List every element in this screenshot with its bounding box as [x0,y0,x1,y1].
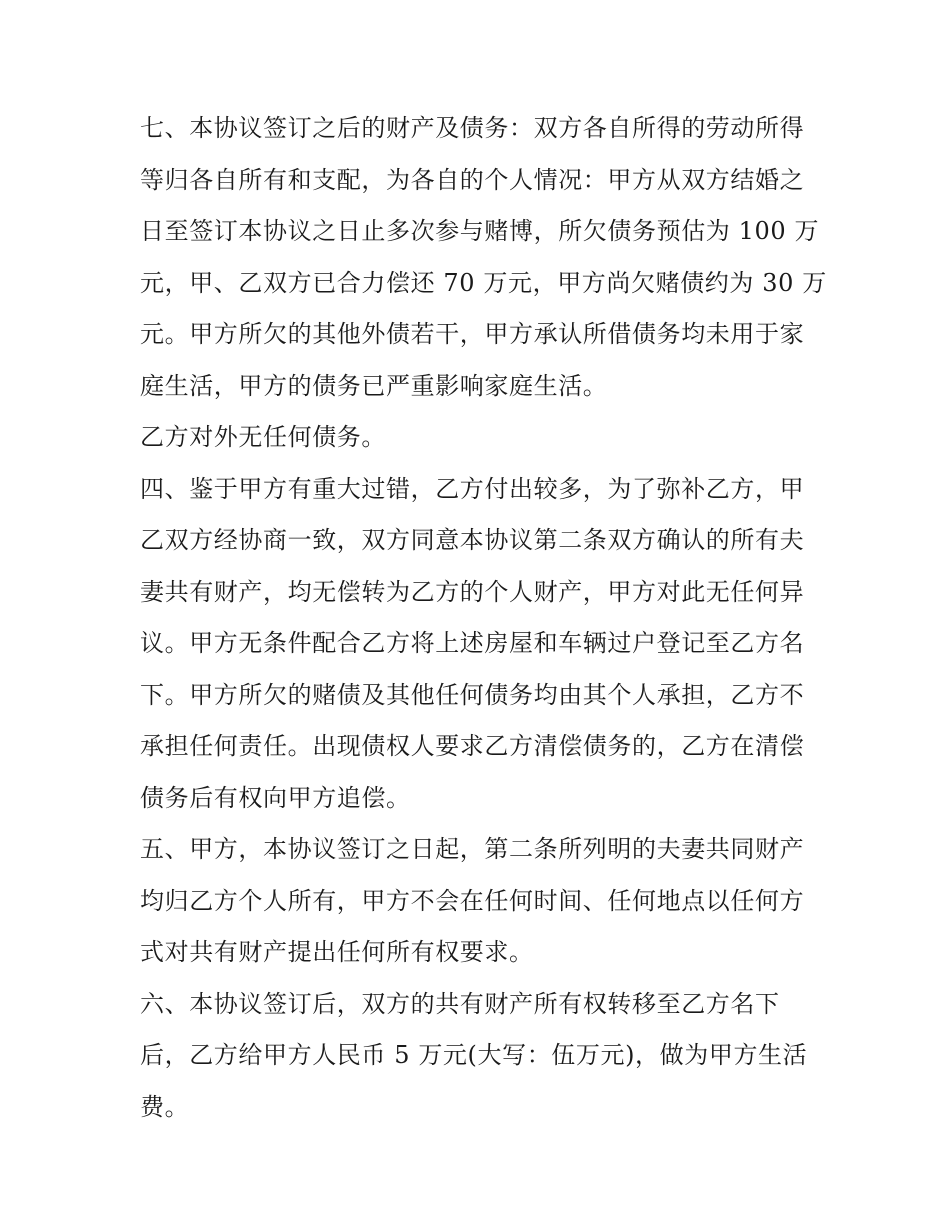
text-line: 承担任何责任。出现债权人要求乙方清偿债务的，乙方在清偿 [140,732,805,760]
text-line: 乙方对外无任何债务。 [140,423,386,451]
text-line: 七、本协议签订之后的财产及债务：双方各自所得的劳动所得 [140,114,805,142]
text-line: 五、甲方，本协议签订之日起，第二条所列明的夫妻共同财产 [140,835,805,863]
text-line: 等归各自所有和支配，为各自的个人情况：甲方从双方结婚之 [140,165,805,194]
text-line: 乙双方经协商一致，双方同意本协议第二条双方确认的所有夫 [140,526,805,554]
text-line: 债务后有权向甲方追偿。 [140,783,411,812]
text-line: 费。 [140,1092,190,1121]
text-line: 六、本协议签订后，双方的共有财产所有权转移至乙方名下 [140,989,780,1018]
text-line: 后，乙方给甲方人民币 5 万元(大写：伍万元)，做为甲方生活 [140,1041,808,1069]
text-line: 均归乙方个人所有，甲方不会在任何时间、任何地点以任何方 [140,886,805,915]
text-line: 下。甲方所欠的赌债及其他任何债务均由其个人承担，乙方不 [140,680,805,709]
text-line: 妻共有财产，均无偿转为乙方的个人财产，甲方对此无任何异 [140,577,805,606]
text-line: 元，甲、乙双方已合力偿还 70 万元，甲方尚欠赌债约为 30 万 [140,268,827,297]
text-line: 庭生活，甲方的债务已严重影响家庭生活。 [140,371,608,400]
document-body [140,103,827,1133]
text-line: 元。甲方所欠的其他外债若干，甲方承认所借债务均未用于家 [140,320,805,348]
text-line: 式对共有财产提出任何所有权要求。 [140,938,534,966]
text-line: 日至签订本协议之日止多次参与赌博，所欠债务预估为 100 万 [140,217,820,245]
text-line: 四、鉴于甲方有重大过错，乙方付出较多，为了弥补乙方，甲 [140,474,805,503]
text-line: 议。甲方无条件配合乙方将上述房屋和车辆过户登记至乙方名 [140,629,805,657]
